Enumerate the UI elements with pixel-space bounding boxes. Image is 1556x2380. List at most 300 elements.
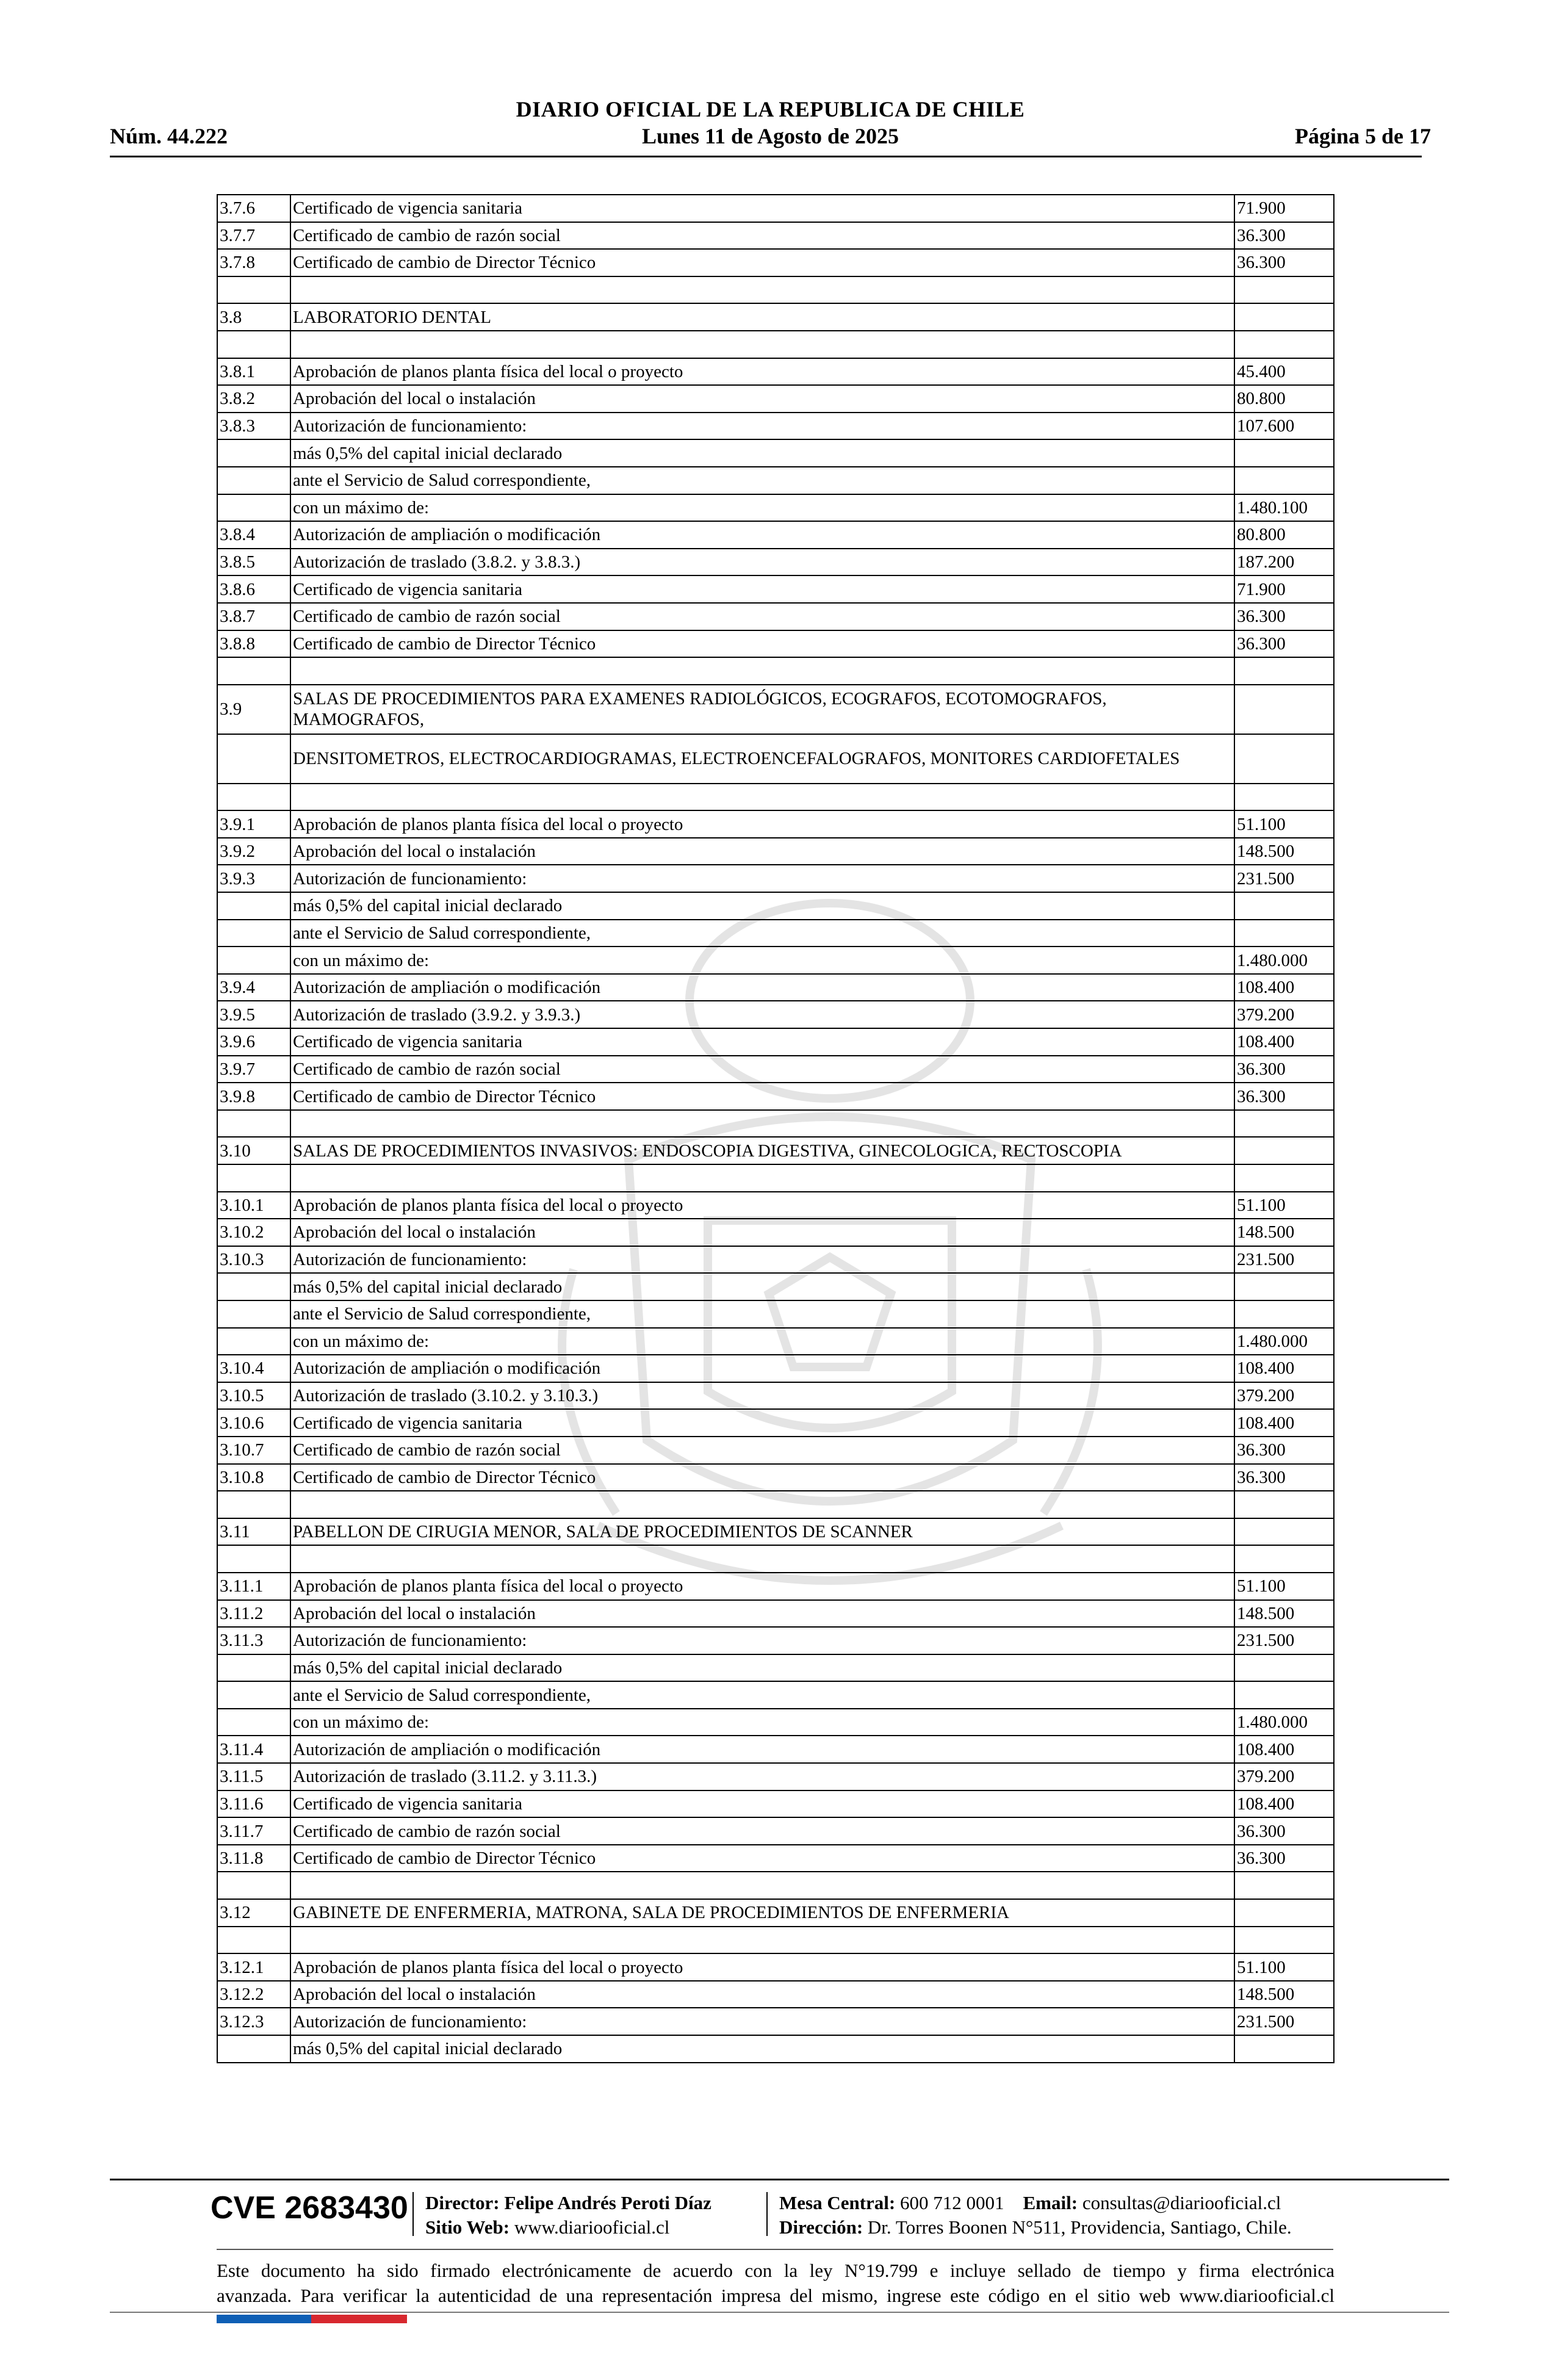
- row-amount: 108.400: [1234, 974, 1334, 1001]
- row-code: 3.9: [217, 685, 290, 734]
- row-code: [217, 734, 290, 784]
- row-amount: [1234, 685, 1334, 734]
- footer-bottom-rule: [110, 2312, 1449, 2313]
- row-amount: 1.480.100: [1234, 494, 1334, 522]
- row-amount: [1234, 1545, 1334, 1573]
- row-description: Aprobación de planos planta física del local o proyecto: [290, 1953, 1234, 1981]
- row-amount: 51.100: [1234, 1953, 1334, 1981]
- row-code: 3.10.4: [217, 1355, 290, 1382]
- row-code: [217, 1709, 290, 1736]
- row-amount: [1234, 439, 1334, 467]
- row-amount: 108.400: [1234, 1790, 1334, 1818]
- table-row: [217, 1953, 1334, 1981]
- row-description: ante el Servicio de Salud correspondiente,: [290, 920, 1234, 947]
- table-row: [217, 1056, 1334, 1083]
- row-amount: 36.300: [1234, 1083, 1334, 1110]
- table-row: [217, 1817, 1334, 1845]
- row-amount: 108.400: [1234, 1409, 1334, 1437]
- row-amount: [1234, 657, 1334, 685]
- footer-divider: [110, 2179, 1449, 2180]
- row-description: más 0,5% del capital inicial declarado: [290, 892, 1234, 920]
- row-amount: 51.100: [1234, 1573, 1334, 1600]
- row-amount: [1234, 1927, 1334, 1954]
- issue-number: Núm. 44.222: [110, 124, 228, 148]
- row-amount: [1234, 892, 1334, 920]
- phone-label: Mesa Central:: [779, 2192, 896, 2213]
- row-code: 3.10.1: [217, 1192, 290, 1219]
- row-description: [290, 276, 1234, 304]
- row-amount: 51.100: [1234, 1192, 1334, 1219]
- row-description: Autorización de ampliación o modificación: [290, 974, 1234, 1001]
- row-code: [217, 892, 290, 920]
- row-amount: [1234, 276, 1334, 304]
- cve-code: CVE 2683430: [211, 2190, 408, 2226]
- row-code: [217, 1927, 290, 1954]
- table-row: [217, 1981, 1334, 2008]
- row-amount: [1234, 467, 1334, 494]
- row-code: 3.8.4: [217, 521, 290, 549]
- row-amount: [1234, 1681, 1334, 1709]
- row-code: 3.11.7: [217, 1817, 290, 1845]
- row-amount: 1.480.000: [1234, 947, 1334, 974]
- row-code: 3.12.2: [217, 1981, 290, 2008]
- row-amount: [1234, 1872, 1334, 1899]
- row-description: ante el Servicio de Salud correspondiente,: [290, 1681, 1234, 1709]
- table-row: [217, 1927, 1334, 1954]
- footer-rule: [217, 2249, 1333, 2250]
- row-description: Certificado de vigencia sanitaria: [290, 1790, 1234, 1818]
- row-amount: [1234, 1491, 1334, 1518]
- table-row: [217, 865, 1334, 892]
- row-code: [217, 331, 290, 358]
- row-amount: [1234, 734, 1334, 784]
- fee-table-body: [217, 195, 1334, 2063]
- row-amount: 71.900: [1234, 575, 1334, 603]
- row-description: Aprobación del local o instalación: [290, 1600, 1234, 1628]
- row-description: LABORATORIO DENTAL: [290, 303, 1234, 331]
- row-amount: 36.300: [1234, 1464, 1334, 1491]
- table-row: [217, 1545, 1334, 1573]
- row-code: 3.10.2: [217, 1219, 290, 1246]
- row-code: 3.10.7: [217, 1437, 290, 1464]
- row-code: 3.8.7: [217, 603, 290, 630]
- row-code: 3.7.8: [217, 249, 290, 276]
- row-description: Certificado de cambio de razón social: [290, 1817, 1234, 1845]
- row-description: Autorización de ampliación o modificación: [290, 1355, 1234, 1382]
- row-code: [217, 439, 290, 467]
- row-description: Certificado de cambio de razón social: [290, 603, 1234, 630]
- table-row: [217, 1627, 1334, 1654]
- row-amount: 231.500: [1234, 1627, 1334, 1654]
- table-row: [217, 1763, 1334, 1790]
- row-amount: 108.400: [1234, 1355, 1334, 1382]
- table-row: [217, 303, 1334, 331]
- website-line: [425, 2216, 669, 2238]
- page-header: [110, 92, 1431, 156]
- row-amount: 36.300: [1234, 1817, 1334, 1845]
- row-description: Certificado de cambio de razón social: [290, 1056, 1234, 1083]
- row-amount: [1234, 2035, 1334, 2063]
- table-row: [217, 630, 1334, 658]
- row-code: 3.9.8: [217, 1083, 290, 1110]
- row-description: Autorización de traslado (3.10.2. y 3.10.3.): [290, 1382, 1234, 1410]
- row-description: Certificado de vigencia sanitaria: [290, 1028, 1234, 1056]
- website-link[interactable]: www.diariooficial.cl: [514, 2216, 670, 2238]
- table-row: [217, 1192, 1334, 1219]
- row-amount: 36.300: [1234, 1845, 1334, 1872]
- row-amount: 71.900: [1234, 195, 1334, 222]
- table-row: [217, 734, 1334, 784]
- table-row: [217, 974, 1334, 1001]
- table-row: [217, 1409, 1334, 1437]
- table-row: [217, 1464, 1334, 1491]
- row-amount: [1234, 1110, 1334, 1138]
- row-description: Certificado de cambio de razón social: [290, 1437, 1234, 1464]
- row-amount: 379.200: [1234, 1763, 1334, 1790]
- contact-line: [779, 2192, 1281, 2214]
- row-code: 3.11.3: [217, 1627, 290, 1654]
- footer-separator: [766, 2192, 768, 2236]
- row-description: Certificado de cambio de Director Técnico: [290, 1464, 1234, 1491]
- row-code: 3.11.5: [217, 1763, 290, 1790]
- website-label: Sitio Web:: [425, 2216, 510, 2238]
- row-description: Aprobación del local o instalación: [290, 1981, 1234, 2008]
- row-description: Autorización de funcionamiento:: [290, 865, 1234, 892]
- row-code: 3.7.7: [217, 222, 290, 250]
- row-description: ante el Servicio de Salud correspondiente,: [290, 467, 1234, 494]
- row-description: [290, 1110, 1234, 1138]
- table-row: [217, 1872, 1334, 1899]
- row-code: [217, 947, 290, 974]
- table-row: [217, 1681, 1334, 1709]
- row-amount: [1234, 1654, 1334, 1682]
- row-code: [217, 1545, 290, 1573]
- table-row: [217, 838, 1334, 865]
- row-amount: [1234, 1164, 1334, 1192]
- table-row: [217, 1028, 1334, 1056]
- row-amount: 36.300: [1234, 249, 1334, 276]
- row-code: [217, 657, 290, 685]
- table-row: [217, 1300, 1334, 1328]
- row-amount: [1234, 1518, 1334, 1546]
- legal-notice: [217, 2258, 1334, 2308]
- row-code: 3.10.8: [217, 1464, 290, 1491]
- row-code: 3.8: [217, 303, 290, 331]
- row-code: 3.11.2: [217, 1600, 290, 1628]
- row-description: con un máximo de:: [290, 947, 1234, 974]
- row-code: [217, 2035, 290, 2063]
- row-amount: 231.500: [1234, 865, 1334, 892]
- row-code: [217, 920, 290, 947]
- table-row: [217, 222, 1334, 250]
- row-description: Autorización de funcionamiento:: [290, 2008, 1234, 2035]
- row-description: [290, 1927, 1234, 1954]
- flag-stripe-red: [311, 2315, 407, 2323]
- row-description: más 0,5% del capital inicial declarado: [290, 439, 1234, 467]
- row-amount: 379.200: [1234, 1001, 1334, 1028]
- fee-table: [217, 194, 1334, 2063]
- row-amount: 36.300: [1234, 603, 1334, 630]
- row-amount: 148.500: [1234, 1981, 1334, 2008]
- table-row: [217, 1382, 1334, 1410]
- table-row: [217, 1355, 1334, 1382]
- row-amount: 231.500: [1234, 2008, 1334, 2035]
- row-code: [217, 1110, 290, 1138]
- row-amount: 379.200: [1234, 1382, 1334, 1410]
- row-amount: [1234, 1899, 1334, 1927]
- email-link[interactable]: consultas@diariooficial.cl: [1082, 2192, 1281, 2213]
- row-amount: 187.200: [1234, 549, 1334, 576]
- row-amount: [1234, 331, 1334, 358]
- row-code: 3.12.3: [217, 2008, 290, 2035]
- row-code: 3.8.6: [217, 575, 290, 603]
- header-divider: [110, 156, 1422, 157]
- phone-value: 600 712 0001: [900, 2192, 1004, 2213]
- table-row: [217, 920, 1334, 947]
- row-description: DENSITOMETROS, ELECTROCARDIOGRAMAS, ELECTROENCEFALOGRAFOS, MONITORES CARDIOFETALES: [290, 734, 1234, 784]
- address-value: Dr. Torres Boonen N°511, Providencia, Santiago, Chile.: [867, 2216, 1292, 2238]
- row-description: ante el Servicio de Salud correspondiente,: [290, 1300, 1234, 1328]
- row-code: 3.10: [217, 1137, 290, 1164]
- table-row: [217, 1518, 1334, 1546]
- table-row: [217, 1491, 1334, 1518]
- table-row: [217, 1736, 1334, 1763]
- row-description: [290, 784, 1234, 811]
- row-amount: [1234, 1300, 1334, 1328]
- row-code: [217, 1872, 290, 1899]
- row-code: 3.8.3: [217, 413, 290, 440]
- row-code: [217, 1164, 290, 1192]
- row-code: 3.9.4: [217, 974, 290, 1001]
- table-row: [217, 439, 1334, 467]
- table-row: [217, 575, 1334, 603]
- table-row: [217, 1899, 1334, 1927]
- table-row: [217, 892, 1334, 920]
- row-amount: 80.800: [1234, 521, 1334, 549]
- email-label: Email:: [1023, 2192, 1078, 2213]
- row-description: Autorización de funcionamiento:: [290, 1627, 1234, 1654]
- table-row: [217, 1001, 1334, 1028]
- row-description: con un máximo de:: [290, 494, 1234, 522]
- table-row: [217, 810, 1334, 838]
- table-row: [217, 657, 1334, 685]
- row-description: Certificado de cambio de Director Técnico: [290, 1845, 1234, 1872]
- row-description: GABINETE DE ENFERMERIA, MATRONA, SALA DE PROCEDIMIENTOS DE ENFERMERIA: [290, 1899, 1234, 1927]
- row-amount: 1.480.000: [1234, 1709, 1334, 1736]
- table-row: [217, 358, 1334, 386]
- row-description: Autorización de traslado (3.8.2. y 3.8.3.): [290, 549, 1234, 576]
- table-row: [217, 276, 1334, 304]
- table-row: [217, 1246, 1334, 1274]
- row-code: 3.9.3: [217, 865, 290, 892]
- row-description: SALAS DE PROCEDIMIENTOS INVASIVOS: ENDOSCOPIA DIGESTIVA, GINECOLOGICA, RECTOSCOPIA: [290, 1137, 1234, 1164]
- row-description: Certificado de cambio de razón social: [290, 222, 1234, 250]
- row-description: más 0,5% del capital inicial declarado: [290, 1654, 1234, 1682]
- row-amount: [1234, 303, 1334, 331]
- address-line: [779, 2216, 1292, 2238]
- row-description: con un máximo de:: [290, 1709, 1234, 1736]
- row-code: [217, 467, 290, 494]
- row-description: Certificado de vigencia sanitaria: [290, 1409, 1234, 1437]
- row-description: Autorización de ampliación o modificación: [290, 1736, 1234, 1763]
- director-label: Director:: [425, 2192, 500, 2213]
- row-description: Autorización de funcionamiento:: [290, 413, 1234, 440]
- director-line: [425, 2192, 711, 2214]
- row-amount: 36.300: [1234, 1437, 1334, 1464]
- table-row: [217, 1790, 1334, 1818]
- row-description: Autorización de traslado (3.11.2. y 3.11.3.): [290, 1763, 1234, 1790]
- row-amount: [1234, 1137, 1334, 1164]
- row-code: 3.11: [217, 1518, 290, 1546]
- row-code: [217, 1328, 290, 1355]
- issue-date: Lunes 11 de Agosto de 2025: [641, 124, 899, 148]
- row-description: Aprobación de planos planta física del local o proyecto: [290, 1192, 1234, 1219]
- row-code: 3.8.1: [217, 358, 290, 386]
- flag-stripe-blue: [217, 2315, 311, 2323]
- gazette-title: DIARIO OFICIAL DE LA REPUBLICA DE CHILE: [516, 97, 1025, 121]
- table-row: [217, 1219, 1334, 1246]
- row-amount: 108.400: [1234, 1736, 1334, 1763]
- table-row: [217, 1273, 1334, 1300]
- table-row: [217, 2035, 1334, 2063]
- page-number: Página 5 de 17: [1294, 124, 1431, 148]
- row-amount: 107.600: [1234, 413, 1334, 440]
- address-label: Dirección:: [779, 2216, 863, 2238]
- row-code: 3.9.6: [217, 1028, 290, 1056]
- table-row: [217, 249, 1334, 276]
- row-code: 3.9.5: [217, 1001, 290, 1028]
- row-code: 3.11.8: [217, 1845, 290, 1872]
- row-amount: [1234, 1273, 1334, 1300]
- table-row: [217, 1709, 1334, 1736]
- row-description: Certificado de cambio de Director Técnico: [290, 630, 1234, 658]
- row-description: más 0,5% del capital inicial declarado: [290, 2035, 1234, 2063]
- row-code: 3.9.2: [217, 838, 290, 865]
- row-description: [290, 1491, 1234, 1518]
- row-code: [217, 276, 290, 304]
- row-code: 3.10.5: [217, 1382, 290, 1410]
- row-code: [217, 1273, 290, 1300]
- row-code: 3.8.5: [217, 549, 290, 576]
- row-code: [217, 1491, 290, 1518]
- row-description: Autorización de ampliación o modificación: [290, 521, 1234, 549]
- row-amount: [1234, 784, 1334, 811]
- legal-notice-line-2: avanzada. Para verificar la autenticidad de una representación impresa del mismo, ingrese este código en el sitio web www.diariooficial.cl: [217, 2285, 1334, 2306]
- legal-notice-line-1: Este documento ha sido firmado electrónicamente de acuerdo con la ley N°19.799 e incluye sellado de tiempo y firma electrónica: [217, 2260, 1334, 2281]
- table-row: [217, 331, 1334, 358]
- table-row: [217, 1083, 1334, 1110]
- row-description: Autorización de funcionamiento:: [290, 1246, 1234, 1274]
- row-description: SALAS DE PROCEDIMIENTOS PARA EXAMENES RADIOLÓGICOS, ECOGRAFOS, ECOTOMOGRAFOS, MAMOGRAFOS,: [290, 685, 1234, 734]
- table-row: [217, 947, 1334, 974]
- table-row: [217, 1573, 1334, 1600]
- director-name: Felipe Andrés Peroti Díaz: [504, 2192, 711, 2213]
- table-row: [217, 603, 1334, 630]
- table-row: [217, 1437, 1334, 1464]
- row-code: [217, 494, 290, 522]
- row-code: 3.8.8: [217, 630, 290, 658]
- row-code: 3.10.3: [217, 1246, 290, 1274]
- row-amount: 51.100: [1234, 810, 1334, 838]
- row-description: Aprobación del local o instalación: [290, 385, 1234, 413]
- table-row: [217, 385, 1334, 413]
- row-code: [217, 1681, 290, 1709]
- table-row: [217, 494, 1334, 522]
- row-amount: 148.500: [1234, 1600, 1334, 1628]
- row-code: 3.12: [217, 1899, 290, 1927]
- row-code: 3.9.1: [217, 810, 290, 838]
- table-row: [217, 685, 1334, 734]
- row-description: [290, 1872, 1234, 1899]
- row-code: 3.7.6: [217, 195, 290, 222]
- row-code: 3.10.6: [217, 1409, 290, 1437]
- table-row: [217, 1328, 1334, 1355]
- row-code: 3.11.6: [217, 1790, 290, 1818]
- row-description: Autorización de traslado (3.9.2. y 3.9.3.): [290, 1001, 1234, 1028]
- table-row: [217, 1654, 1334, 1682]
- table-row: [217, 784, 1334, 811]
- row-description: [290, 331, 1234, 358]
- table-row: [217, 195, 1334, 222]
- row-amount: 36.300: [1234, 630, 1334, 658]
- table-row: [217, 1845, 1334, 1872]
- footer-separator: [412, 2192, 414, 2236]
- row-amount: 36.300: [1234, 1056, 1334, 1083]
- row-code: 3.12.1: [217, 1953, 290, 1981]
- row-code: 3.8.2: [217, 385, 290, 413]
- table-row: [217, 467, 1334, 494]
- row-code: 3.11.4: [217, 1736, 290, 1763]
- row-code: 3.9.7: [217, 1056, 290, 1083]
- table-row: [217, 1137, 1334, 1164]
- row-code: 3.11.1: [217, 1573, 290, 1600]
- row-code: [217, 784, 290, 811]
- row-description: [290, 657, 1234, 685]
- row-description: Certificado de vigencia sanitaria: [290, 195, 1234, 222]
- row-code: [217, 1300, 290, 1328]
- row-description: Aprobación de planos planta física del local o proyecto: [290, 1573, 1234, 1600]
- row-description: más 0,5% del capital inicial declarado: [290, 1273, 1234, 1300]
- row-description: PABELLON DE CIRUGIA MENOR, SALA DE PROCEDIMIENTOS DE SCANNER: [290, 1518, 1234, 1546]
- table-row: [217, 521, 1334, 549]
- row-description: con un máximo de:: [290, 1328, 1234, 1355]
- table-row: [217, 1600, 1334, 1628]
- row-amount: 36.300: [1234, 222, 1334, 250]
- row-description: Aprobación del local o instalación: [290, 1219, 1234, 1246]
- row-amount: 108.400: [1234, 1028, 1334, 1056]
- table-row: [217, 413, 1334, 440]
- row-amount: 148.500: [1234, 838, 1334, 865]
- row-description: [290, 1164, 1234, 1192]
- row-amount: 45.400: [1234, 358, 1334, 386]
- row-description: Certificado de cambio de Director Técnico: [290, 1083, 1234, 1110]
- row-amount: 1.480.000: [1234, 1328, 1334, 1355]
- row-description: Aprobación del local o instalación: [290, 838, 1234, 865]
- row-amount: [1234, 920, 1334, 947]
- table-row: [217, 2008, 1334, 2035]
- row-amount: 80.800: [1234, 385, 1334, 413]
- table-row: [217, 1110, 1334, 1138]
- row-description: Certificado de vigencia sanitaria: [290, 575, 1234, 603]
- row-description: [290, 1545, 1234, 1573]
- row-amount: 148.500: [1234, 1219, 1334, 1246]
- row-description: Aprobación de planos planta física del local o proyecto: [290, 358, 1234, 386]
- table-row: [217, 549, 1334, 576]
- row-description: Aprobación de planos planta física del local o proyecto: [290, 810, 1234, 838]
- table-row: [217, 1164, 1334, 1192]
- row-description: Certificado de cambio de Director Técnico: [290, 249, 1234, 276]
- row-code: [217, 1654, 290, 1682]
